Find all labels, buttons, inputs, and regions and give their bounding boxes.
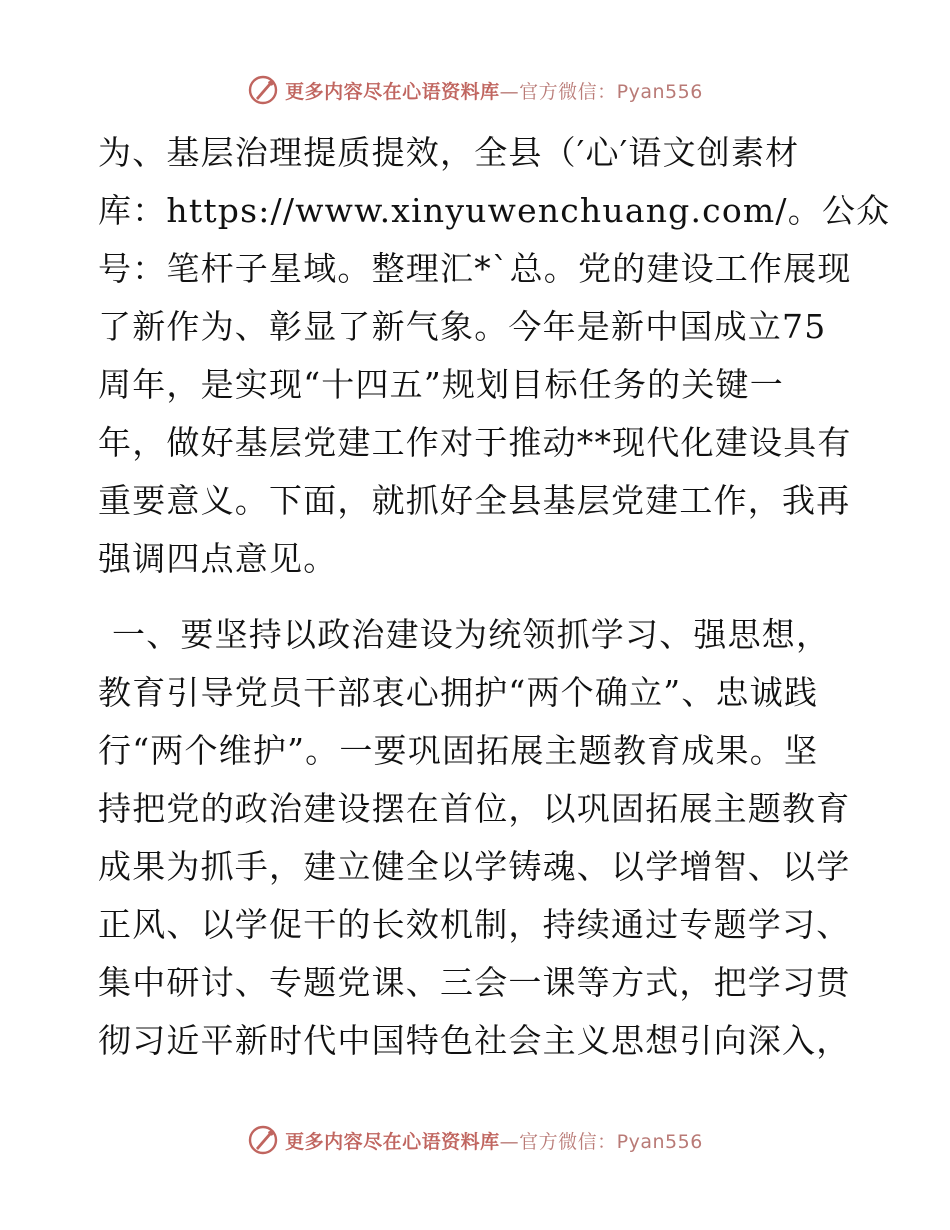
watermark-brand: 更多内容尽在心语资料库 bbox=[285, 1130, 500, 1153]
text-line: 周年，是实现“十四五”规划目标任务的关键一 bbox=[98, 365, 784, 404]
text-line: 号：笔杆子星域。整理汇*`总。党的建设工作展现 bbox=[98, 249, 852, 288]
text-line: 重要意义。下面，就抓好全县基层党建工作，我再 bbox=[98, 481, 851, 520]
watermark-separator: — bbox=[499, 80, 520, 103]
footer-watermark bbox=[0, 1122, 950, 1158]
text-line: 彻习近平新时代中国特色社会主义思想引向深入， bbox=[98, 1021, 851, 1060]
text-line: 成果为抓手，建立健全以学铸魂、以学增智、以学 bbox=[98, 847, 851, 886]
text-line: 教育引导党员干部衷心拥护“两个确立”、忠诚践 bbox=[98, 673, 819, 712]
document-body bbox=[98, 124, 891, 1070]
text-line: 了新作为、彰显了新气象。今年是新中国成立75 bbox=[98, 307, 827, 346]
header-watermark bbox=[0, 72, 950, 108]
watermark-separator: — bbox=[499, 1130, 520, 1153]
text-line: 集中研讨、专题党课、三会一课等方式，把学习贯 bbox=[98, 963, 851, 1002]
text-line: 正风、以学促干的长效机制，持续通过专题学习、 bbox=[98, 905, 851, 944]
text-line: 库：https://www.xinyuwenchuang.com/。公众 bbox=[98, 191, 891, 230]
text-line: 年，做好基层党建工作对于推动**现代化建设具有 bbox=[98, 423, 852, 462]
quill-pen-circle-icon bbox=[247, 74, 279, 106]
text-line: 强调四点意见。 bbox=[98, 539, 338, 578]
paragraph-gap bbox=[98, 588, 858, 606]
text-line: 持把党的政治建设摆在首位，以巩固拓展主题教育 bbox=[98, 789, 851, 828]
watermark-text bbox=[285, 77, 703, 104]
section-heading-line: 一、要坚持以政治建设为统领抓学习、强思想， bbox=[112, 615, 831, 654]
text-line: 为、基层治理提质提效，全县（′心′语文创素材 bbox=[98, 133, 800, 172]
watermark-contact: 官方微信：Pyan556 bbox=[519, 80, 703, 103]
quill-pen-circle-icon bbox=[247, 1124, 279, 1156]
text-line: 行“两个维护”。一要巩固拓展主题教育成果。坚 bbox=[98, 731, 819, 770]
watermark-brand: 更多内容尽在心语资料库 bbox=[285, 80, 500, 103]
watermark-contact: 官方微信：Pyan556 bbox=[519, 1130, 703, 1153]
watermark-text bbox=[285, 1127, 703, 1154]
